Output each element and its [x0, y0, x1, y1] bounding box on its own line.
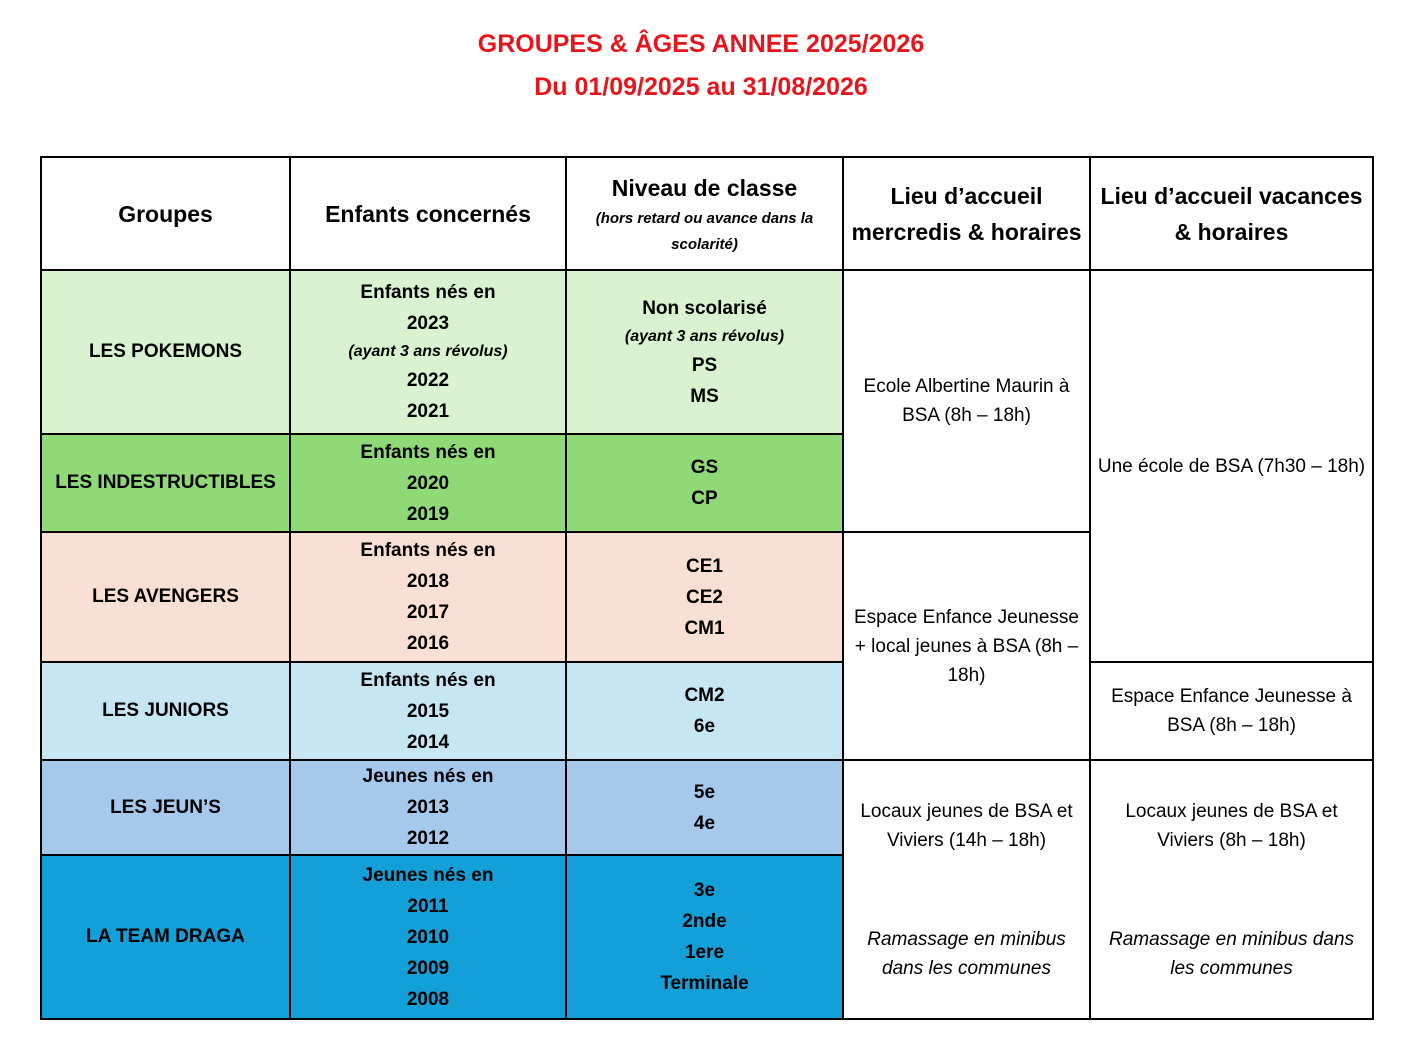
level: CE1	[686, 555, 723, 577]
vacances-locaux	[1090, 760, 1373, 1019]
year: 2020	[406, 472, 450, 494]
year: 2011	[407, 895, 449, 917]
mercredis-ecole: Ecole Albertine Maurin à BSA (8h – 18h)	[843, 270, 1090, 532]
level: MS	[690, 385, 719, 407]
vacances-locaux-text: Locaux jeunes de BSA et Viviers (8h – 18h)	[1125, 800, 1338, 851]
level: 1ere	[684, 942, 725, 963]
year: 2008	[406, 988, 450, 1010]
class-levels	[566, 434, 843, 532]
class-levels	[566, 855, 843, 1019]
year: 2014	[406, 731, 450, 753]
header-enfants: Enfants concernés	[290, 157, 566, 270]
level: Non scolarisé	[642, 297, 767, 319]
table-row	[41, 760, 1373, 855]
header-vacances: Lieu d’accueil vacances & horaires	[1090, 157, 1373, 270]
year: 2022	[406, 370, 450, 391]
born-label: Enfants nés en	[360, 441, 496, 463]
group-name: LES POKEMONS	[41, 270, 290, 434]
year: 2015	[406, 700, 450, 722]
birth-years	[290, 855, 566, 1019]
born-label: Enfants nés en	[360, 282, 496, 303]
class-levels	[566, 270, 843, 434]
header-niveau	[566, 157, 843, 270]
level: PS	[691, 354, 718, 376]
year: 2013	[406, 797, 450, 818]
level-note: (ayant 3 ans révolus)	[624, 327, 785, 345]
birth-years	[290, 662, 566, 760]
mercredis-locaux	[843, 760, 1090, 1019]
vacances-ecole: Une école de BSA (7h30 – 18h)	[1090, 270, 1373, 662]
year: 2016	[406, 633, 450, 654]
header-niveau-note: (hors retard ou avance dans la scolarité)	[595, 209, 814, 253]
header-row	[41, 157, 1373, 270]
year: 2010	[406, 926, 450, 948]
header-niveau-label: Niveau de classe	[611, 174, 798, 201]
level: 5e	[693, 781, 716, 803]
birth-years	[290, 270, 566, 434]
level: 2nde	[682, 911, 727, 932]
year: 2017	[406, 602, 450, 623]
level: GS	[690, 457, 719, 478]
vacances-espace: Espace Enfance Jeunesse à BSA (8h – 18h)	[1090, 662, 1373, 760]
year: 2023	[406, 313, 450, 334]
year: 2019	[406, 503, 450, 525]
class-levels	[566, 662, 843, 760]
birth-years	[290, 532, 566, 662]
class-levels	[566, 760, 843, 855]
mercredis-ramassage: Ramassage en minibus dans les communes	[867, 928, 1066, 979]
page-subtitle-dates: Du 01/09/2025 au 31/08/2026	[534, 73, 868, 101]
level: CP	[691, 488, 718, 509]
level: Terminale	[660, 973, 749, 994]
mercredis-espace: Espace Enfance Jeunesse + local jeunes à BSA (8h – 18h)	[843, 532, 1090, 760]
birth-years	[290, 760, 566, 855]
level: 6e	[693, 716, 716, 737]
year: 2012	[406, 828, 450, 849]
group-name: LES JUNIORS	[41, 662, 290, 760]
header-groupes: Groupes	[41, 157, 290, 270]
page-title: GROUPES & ÂGES ANNEE 2025/2026	[477, 30, 925, 58]
year: 2021	[406, 401, 450, 422]
level: 3e	[693, 880, 716, 901]
born-label: Jeunes nés en	[362, 864, 494, 886]
born-label: Jeunes nés en	[362, 766, 494, 787]
mercredis-locaux-text: Locaux jeunes de BSA et Viviers (14h – 18h)	[860, 800, 1073, 851]
group-name: LES AVENGERS	[41, 532, 290, 662]
level: 4e	[693, 812, 716, 834]
table-row	[41, 662, 1373, 760]
class-levels	[566, 532, 843, 662]
table-row	[41, 270, 1373, 434]
born-label: Enfants nés en	[360, 540, 496, 561]
group-name: LES INDESTRUCTIBLES	[41, 434, 290, 532]
level: CM1	[684, 617, 725, 639]
level: CE2	[686, 586, 723, 608]
born-label: Enfants nés en	[360, 669, 496, 691]
group-name: LA TEAM DRAGA	[41, 855, 290, 1019]
year: 2009	[406, 957, 450, 979]
year-note: (ayant 3 ans révolus)	[348, 343, 508, 360]
vacances-ramassage: Ramassage en minibus dans les communes	[1108, 928, 1355, 979]
group-name: LES JEUN’S	[41, 760, 290, 855]
groups-table	[40, 156, 1374, 1020]
header-mercredis: Lieu d’accueil mercredis & horaires	[843, 157, 1090, 270]
year: 2018	[406, 571, 450, 592]
level: CM2	[684, 685, 725, 706]
birth-years	[290, 434, 566, 532]
